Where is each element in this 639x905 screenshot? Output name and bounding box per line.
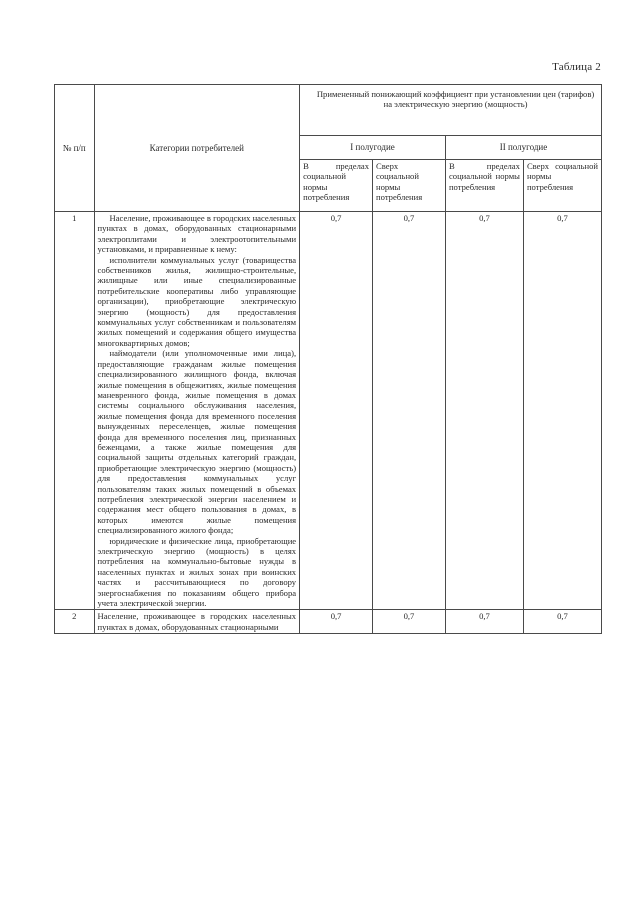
value-within-norm-h2: 0,7 bbox=[445, 610, 523, 634]
value-within-norm-h1: 0,7 bbox=[300, 610, 373, 634]
category-paragraph: исполнители коммунальных услуг (товарищества собственников жилья, жилищно-строительные, жилищные или иные специализированные потребительские кооперативы либо управляющие организации), приобретающие электрическую энергию (мощность) для предоставления коммунальных услуг собственникам и пользователям жилых помещений и содержания общего имущества многоквартирных домов; bbox=[97, 254, 297, 348]
row-category bbox=[94, 610, 300, 634]
header-above-norm-1: Сверх социальной нормы потребления bbox=[373, 160, 446, 212]
value-above-norm-h1: 0,7 bbox=[373, 610, 446, 634]
header-above-norm-2: Сверх социальной нормы потребления bbox=[523, 160, 601, 212]
header-coefficient: Примененный понижающий коэффициент при установлении цен (тарифов) на электрическую энергию (мощность) bbox=[300, 85, 602, 136]
category-paragraph: наймодатели (или уполномоченные ими лица), предоставляющие гражданам жилые помещения специализированного жилищного фонда, включая жилые помещения в общежитиях, жилые помещения маневренного фонда, жилые помещения в домах системы социального обслуживания населения, жилые помещения фонда для временного поселения вынужденных переселенцев, жилые помещения фонда для временного поселения лиц, признанных беженцами, а также жилые помещения для социальной защиты отдельных категорий граждан, приобретающие электрическую энергию (мощность) для предоставления коммунальных услуг пользователям таких жилых помещений в объемах потребления электрической энергии населением и содержания мест общего пользования в домах, в которых имеются жилые помещения специализированного жилого фонда; bbox=[97, 348, 297, 536]
header-row-1 bbox=[55, 85, 602, 136]
table-row bbox=[55, 610, 602, 634]
table-row bbox=[55, 212, 602, 610]
header-within-norm-1: В пределах социальной нормы потребления bbox=[300, 160, 373, 212]
category-paragraph: Население, проживающее в городских населенных пунктах в домах, оборудованных стационарными электроплитами и электроотопительными установками, и приравненные к нему: bbox=[97, 213, 297, 255]
row-number: 2 bbox=[55, 610, 95, 634]
table-caption: Таблица 2 bbox=[552, 61, 601, 73]
header-half-2: II полугодие bbox=[445, 136, 601, 160]
category-paragraph: Население, проживающее в городских населенных пунктах в домах, оборудованных стационарными bbox=[97, 611, 297, 632]
category-paragraph: юридические и физические лица, приобретающие электрическую энергию (мощность) в целях потребления на коммунально-бытовые нужды в населенных пунктах и жилых зонах при воинских частях и рассчитывающиеся по договору энергоснабжения по показаниям общего прибора учета электрической энергии. bbox=[97, 535, 297, 609]
value-above-norm-h1: 0,7 bbox=[373, 212, 446, 610]
value-above-norm-h2: 0,7 bbox=[523, 610, 601, 634]
value-within-norm-h2: 0,7 bbox=[445, 212, 523, 610]
header-num: № п/п bbox=[55, 85, 95, 212]
header-within-norm-2: В пределах социальной нормы потребления bbox=[445, 160, 523, 212]
header-category: Категории потребителей bbox=[94, 85, 300, 212]
header-half-1: I полугодие bbox=[300, 136, 446, 160]
row-category bbox=[94, 212, 300, 610]
value-within-norm-h1: 0,7 bbox=[300, 212, 373, 610]
row-number: 1 bbox=[55, 212, 95, 610]
value-above-norm-h2: 0,7 bbox=[523, 212, 601, 610]
tariff-coefficient-table bbox=[54, 84, 602, 634]
